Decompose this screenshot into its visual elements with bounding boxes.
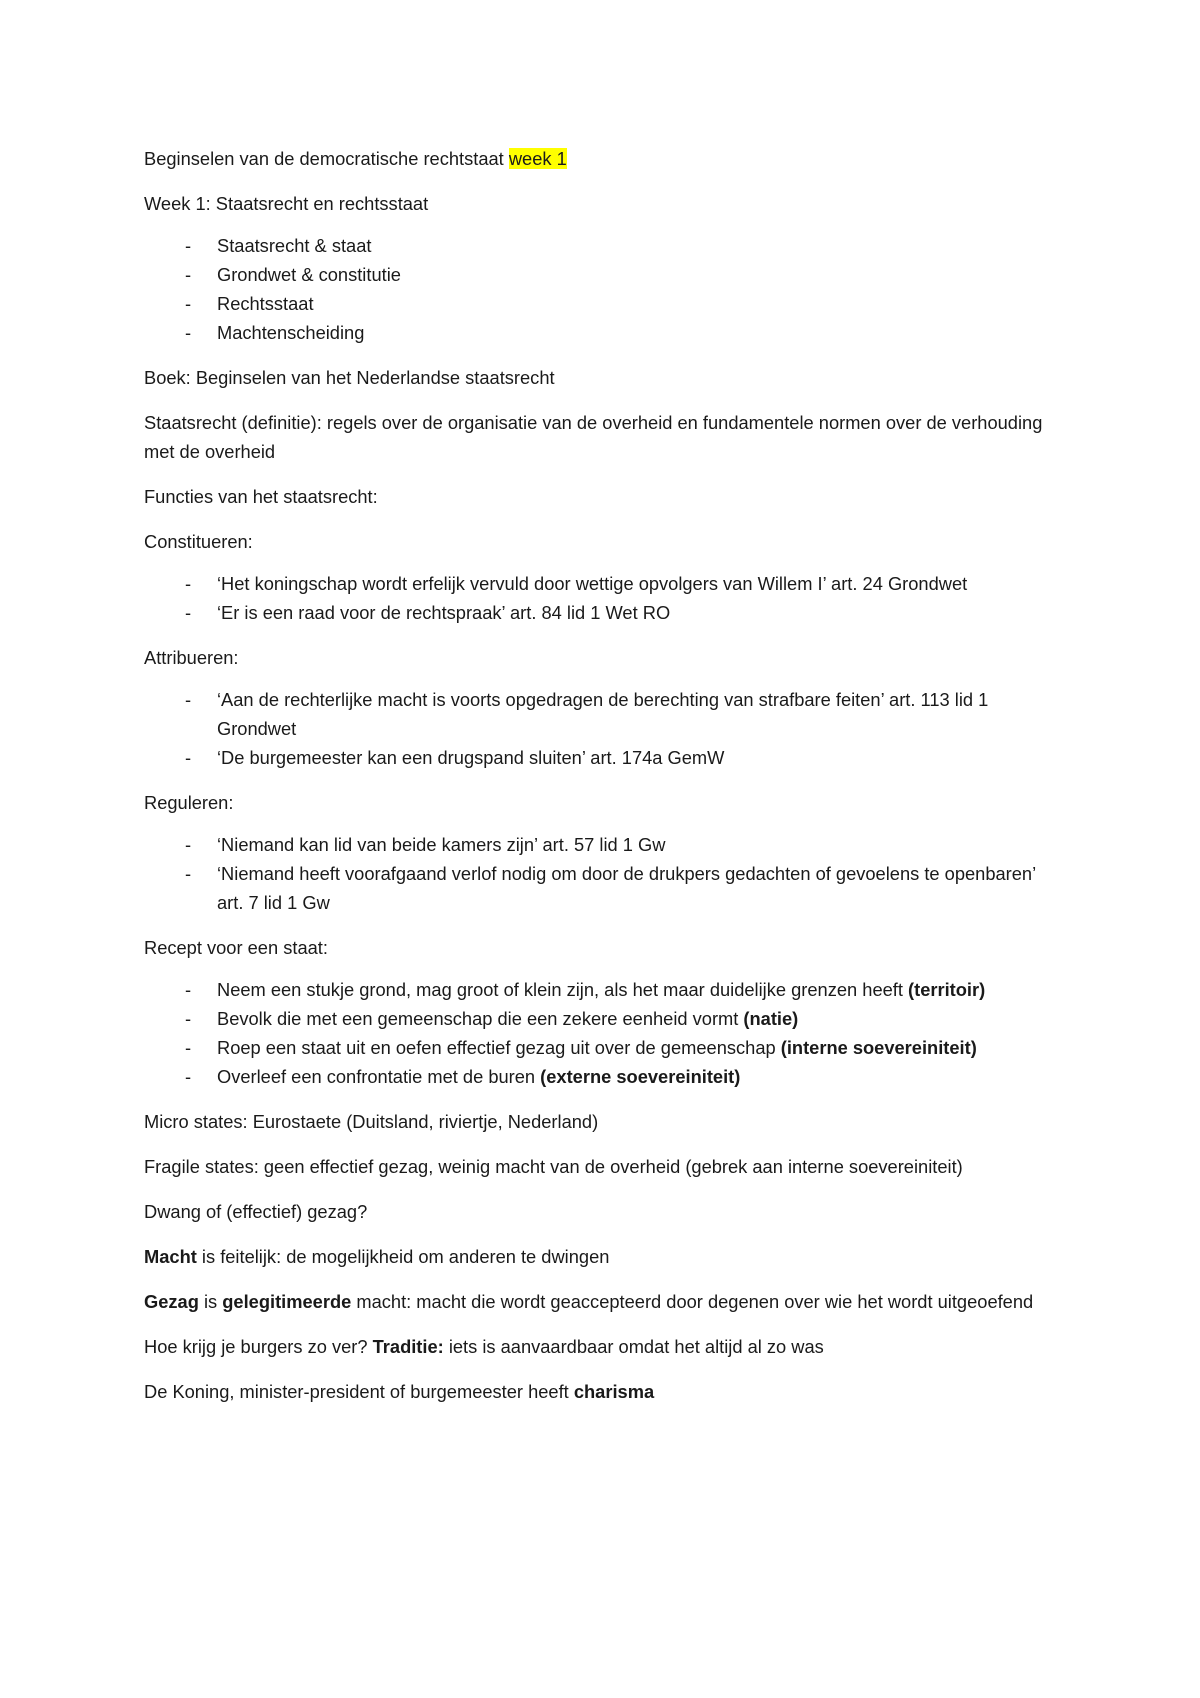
list-item: - ‘Het koningschap wordt erfelijk vervuld door wettige opvolgers van Willem I’ art. 24 Grondwet <box>144 569 1064 598</box>
dash-bullet: - <box>185 264 192 285</box>
attribueren-list <box>144 685 1064 772</box>
dash-bullet: - <box>185 1008 192 1029</box>
list-item: - Bevolk die met een gemeenschap die een zekere eenheid vormt (natie) <box>144 1004 1064 1033</box>
list-item: - Overleef een confrontatie met de buren (externe soevereiniteit) <box>144 1062 1064 1091</box>
week-heading: Week 1: Staatsrecht en rechtsstaat <box>144 193 429 214</box>
list-item: - ‘Niemand heeft voorafgaand verlof nodig om door de drukpers gedachten of gevoelens te openbaren’ art. 7 lid 1 Gw <box>144 859 1064 917</box>
attribueren-heading: Attribueren: <box>144 647 239 668</box>
definition-paragraph: Staatsrecht (definitie): regels over de organisatie van de overheid en fundamentele normen over de verhouding met de overheid <box>144 412 1043 462</box>
title-highlight: week 1 <box>508 148 567 169</box>
dash-bullet: - <box>185 1037 192 1058</box>
list-item: - Machtenscheiding <box>144 318 1064 347</box>
traditie-paragraph: Hoe krijg je burgers zo ver? Traditie: iets is aanvaardbaar omdat het altijd al zo was <box>144 1336 824 1357</box>
list-item: - Roep een staat uit en oefen effectief gezag uit over de gemeenschap (interne soevereiniteit) <box>144 1033 1064 1062</box>
list-item: - Rechtsstaat <box>144 289 1064 318</box>
document-title <box>144 144 1064 173</box>
book-reference: Boek: Beginselen van het Nederlandse staatsrecht <box>144 367 555 388</box>
recept-list <box>144 975 1064 1091</box>
dash-bullet: - <box>185 1066 192 1087</box>
dash-bullet: - <box>185 863 192 884</box>
micro-states-paragraph: Micro states: Eurostaete (Duitsland, riviertje, Nederland) <box>144 1111 599 1132</box>
dash-bullet: - <box>185 293 192 314</box>
macht-paragraph: Macht is feitelijk: de mogelijkheid om anderen te dwingen <box>144 1246 610 1267</box>
dash-bullet: - <box>185 747 192 768</box>
constitueren-list <box>144 569 1064 627</box>
list-item: - Grondwet & constitutie <box>144 260 1064 289</box>
dash-bullet: - <box>185 602 192 623</box>
list-item: - ‘De burgemeester kan een drugspand sluiten’ art. 174a GemW <box>144 743 1064 772</box>
fragile-states-paragraph: Fragile states: geen effectief gezag, weinig macht van de overheid (gebrek aan interne soevereiniteit) <box>144 1156 963 1177</box>
dash-bullet: - <box>185 979 192 1000</box>
dwang-question: Dwang of (effectief) gezag? <box>144 1201 368 1222</box>
recept-heading: Recept voor een staat: <box>144 937 328 958</box>
dash-bullet: - <box>185 322 192 343</box>
list-item: - ‘Aan de rechterlijke macht is voorts opgedragen de berechting van strafbare feiten’ art. 113 lid 1 Grondwet <box>144 685 1064 743</box>
dash-bullet: - <box>185 235 192 256</box>
dash-bullet: - <box>185 689 192 710</box>
list-item: - Staatsrecht & staat <box>144 231 1064 260</box>
list-item: - ‘Er is een raad voor de rechtspraak’ art. 84 lid 1 Wet RO <box>144 598 1064 627</box>
reguleren-list <box>144 830 1064 917</box>
constitueren-heading: Constitueren: <box>144 531 253 552</box>
list-item: - ‘Niemand kan lid van beide kamers zijn’ art. 57 lid 1 Gw <box>144 830 1064 859</box>
list-item: - Neem een stukje grond, mag groot of klein zijn, als het maar duidelijke grenzen heeft (territoir) <box>144 975 1064 1004</box>
functions-heading: Functies van het staatsrecht: <box>144 486 378 507</box>
dash-bullet: - <box>185 573 192 594</box>
title-text: Beginselen van de democratische rechtstaat <box>144 148 509 169</box>
document-body <box>144 144 1064 1422</box>
topics-list <box>144 231 1064 347</box>
charisma-paragraph: De Koning, minister-president of burgemeester heeft charisma <box>144 1381 655 1402</box>
gezag-paragraph: Gezag is gelegitimeerde macht: macht die wordt geaccepteerd door degenen over wie het wordt uitgeoefend <box>144 1291 1034 1312</box>
reguleren-heading: Reguleren: <box>144 792 234 813</box>
dash-bullet: - <box>185 834 192 855</box>
